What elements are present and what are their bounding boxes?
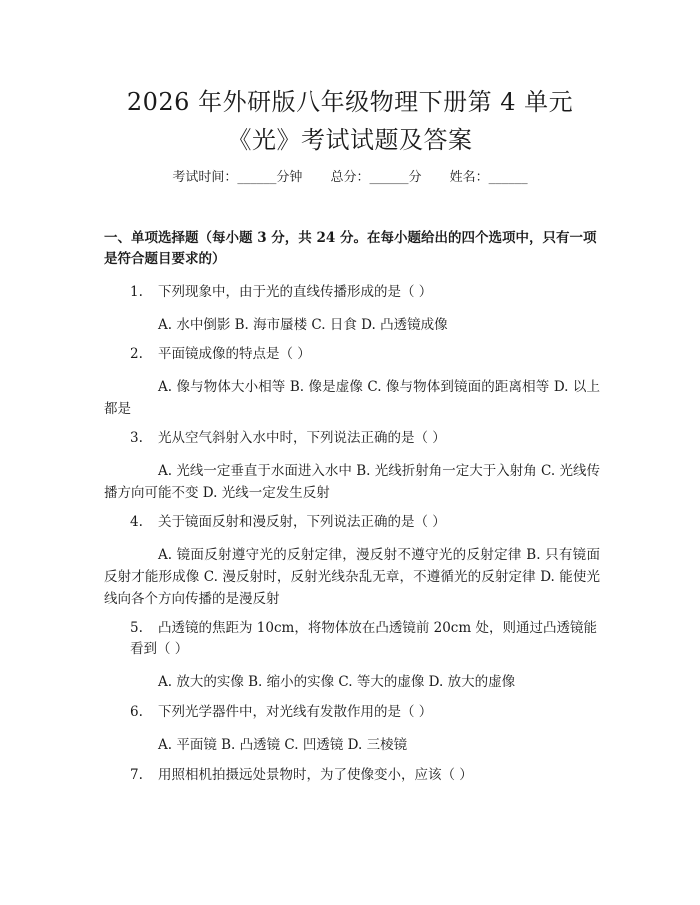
question-text: 下列光学器件中，对光线有发散作用的是（ ） bbox=[158, 704, 433, 720]
total-score-blank: ______ bbox=[369, 170, 409, 185]
question-options: A. 像与物体大小相等 B. 像是虚像 C. 像与物体到镜面的距离相等 D. 以上都是 bbox=[104, 379, 600, 417]
question-number: 4. bbox=[130, 514, 143, 530]
question-stem bbox=[130, 344, 602, 365]
question-stem bbox=[130, 618, 602, 660]
question-options: A. 水中倒影 B. 海市蜃楼 C. 日食 D. 凸透镜成像 bbox=[158, 317, 448, 333]
question-stem bbox=[130, 428, 602, 449]
question-options: A. 镜面反射遵守光的反射定律，漫反射不遵守光的反射定律 B. 只有镜面反射才能形成像 C. 漫反射时，反射光线杂乱无章，不遵循光的反射定律 D. 能使光线向各个方向传播的是漫反射 bbox=[104, 547, 600, 607]
question-text: 下列现象中，由于光的直线传播形成的是（ ） bbox=[158, 284, 433, 300]
exam-title-line1: 2026 年外研版八年级物理下册第 4 单元 bbox=[126, 88, 574, 116]
total-score-field bbox=[330, 168, 421, 188]
question-number: 3. bbox=[130, 430, 143, 446]
exam-time-unit: 分钟 bbox=[276, 170, 303, 185]
question-number: 6. bbox=[130, 704, 143, 720]
exam-title-line2: 《光》考试试题及答案 bbox=[227, 126, 473, 154]
question-options: A. 平面镜 B. 凸透镜 C. 凹透镜 D. 三棱镜 bbox=[158, 737, 408, 753]
question-text: 平面镜成像的特点是（ ） bbox=[158, 346, 311, 362]
exam-time-field bbox=[172, 168, 302, 188]
question-stem bbox=[130, 702, 602, 723]
question-number: 1. bbox=[130, 284, 143, 300]
question-options: A. 光线一定垂直于水面进入水中 B. 光线折射角一定大于入射角 C. 光线传播方向可能不变 D. 光线一定发生反射 bbox=[104, 463, 600, 501]
question-stem bbox=[130, 282, 602, 303]
question-number: 7. bbox=[130, 767, 143, 783]
question-number: 2. bbox=[130, 346, 143, 362]
exam-meta-line bbox=[0, 168, 700, 188]
total-score-unit: 分 bbox=[408, 170, 422, 185]
question-text: 关于镜面反射和漫反射，下列说法正确的是（ ） bbox=[158, 514, 446, 530]
student-name-blank: ______ bbox=[488, 170, 528, 185]
section-heading-single-choice: 一、单项选择题（每小题 3 分，共 24 分。在每小题给出的四个选项中，只有一项是符合题目要求的） bbox=[104, 230, 597, 267]
student-name-label: 姓名： bbox=[449, 170, 489, 185]
question-options: A. 放大的实像 B. 缩小的实像 C. 等大的虚像 D. 放大的虚像 bbox=[158, 674, 516, 690]
total-score-label: 总分： bbox=[330, 170, 370, 185]
exam-time-blank: ______ bbox=[237, 170, 277, 185]
student-name-field bbox=[450, 168, 528, 188]
question-text: 用照相机拍摄远处景物时，为了使像变小，应该（ ） bbox=[158, 767, 473, 783]
question-stem bbox=[130, 765, 602, 786]
question-number: 5. bbox=[130, 620, 143, 636]
exam-time-label: 考试时间： bbox=[172, 170, 238, 185]
question-text: 光从空气斜射入水中时，下列说法正确的是（ ） bbox=[158, 430, 446, 446]
question-stem bbox=[130, 512, 602, 533]
question-text: 凸透镜的焦距为 10cm，将物体放在凸透镜前 20cm 处，则通过凸透镜能看到（ ） bbox=[130, 620, 597, 657]
